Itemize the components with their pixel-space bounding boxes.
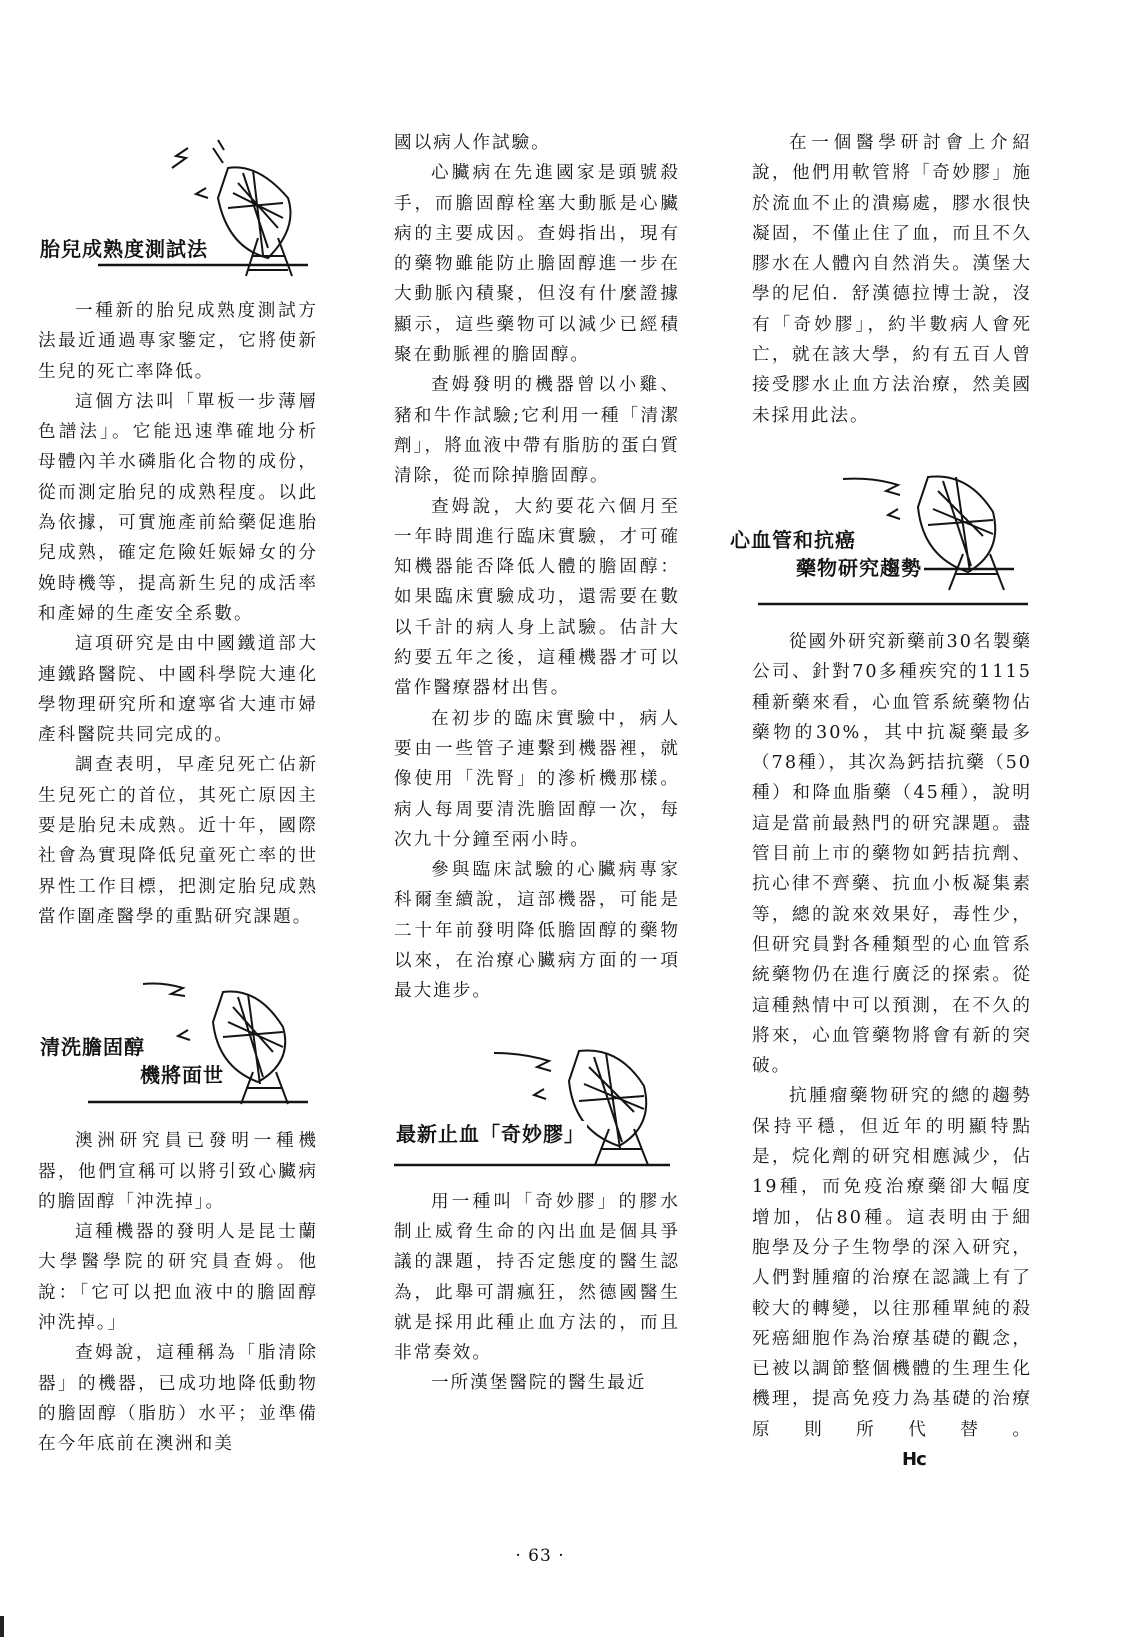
paragraph: 查姆說，大約要花六個月至一年時間進行臨床實驗，才可確知機器能否降低人體的膽固醇：如果臨床實驗成功，還需要在數以千計的病人身上試驗。估計大約要五年之後，這種機器才可以當作醫療器材出售。 (394, 496, 680, 699)
paragraph: 查姆說，這種稱為「脂清除器」的機器，已成功地降低動物的膽固醇（脂肪）水平；並準備在今年底前在澳洲和美 (38, 1343, 318, 1455)
paragraph: 心臟病在先進國家是頭號殺手，而膽固醇栓塞大動脈是心臟病的主要成因。查姆指出，現有的藥物雖能防止膽固醇進一步在大動脈內積聚，但沒有什麼證據顯示，這些藥物可以減少已經積聚在動脈裡的膽固醇。 (394, 163, 680, 366)
paragraph: 參與臨床試驗的心臟病專家科爾奎續說，這部機器，可能是二十年前發明降低膽固醇的藥物以來，在治療心臟病方面的一項最大進步。 (394, 860, 680, 1002)
paragraph: 這項研究是由中國鐵道部大連鐵路醫院、中國科學院大連化學物理研究所和遼寧省大連市婦產科醫院共同完成的。 (38, 634, 318, 746)
paragraph: 這個方法叫「單板一步薄層色譜法」。它能迅速準確地分析母體內羊水磷脂化合物的成份，從而測定胎兒的成熟程度。以此為依據，可實施產前給藥促進胎兒成熟，確定危險妊娠婦女的分娩時機等，提高新生兒的成活率和產婦的生產安全系數。 (38, 391, 318, 624)
paragraph: 在初步的臨床實驗中，病人要由一些管子連繫到機器裡，就像使用「洗腎」的滲析機那樣。病人每周要清洗膽固醇一次，每次九十分鐘至兩小時。 (394, 708, 680, 850)
paragraph: 這種機器的發明人是昆士蘭大學醫學院的研究員查姆。他說：「它可以把血液中的膽固醇沖洗掉。」 (38, 1222, 318, 1334)
section-title-line1: 清洗膽固醇 (40, 1035, 145, 1060)
section-heading-cholesterol-machine (38, 962, 318, 1108)
paragraph (752, 1081, 1032, 1475)
section-title-fetal-maturity: 胎兒成熟度測試法 (40, 237, 208, 261)
paragraph: 一所漢堡醫院的醫生最近 (430, 1373, 647, 1394)
paragraph: 查姆發明的機器曾以小雞、豬和牛作試驗;它利用一種「清潔劑」，將血液中帶有脂肪的蛋白質清除，從而除掉膽固醇。 (394, 375, 680, 487)
paragraph: 用一種叫「奇妙膠」的膠水制止威脅生命的內出血是個具爭議的課題，持否定態度的醫生認為，此舉可謂瘋狂，然德國醫生就是採用此種止血方法的，而且非常奏效。 (394, 1191, 680, 1364)
section-title-line2: 藥物研究趨勢 (796, 555, 922, 580)
paragraph: 調查表明，早產兒死亡佔新生兒死亡的首位，其死亡原因主要是胎兒未成熟。近十年，國際社會為實現降低兒童死亡率的世界性工作目標，把測定胎兒成熟當作圍產醫學的重點研究課題。 (38, 755, 318, 927)
scan-edge-mark (0, 1616, 4, 1637)
paragraph-text: 抗腫瘤藥物研究的總的趨勢保持平穩，但近年的明顯特點是，烷化劑的研究相應減少，佔19種，而免疫治療藥卻大幅度增加，佔80種。這表明由于細胞學及分子生物學的深入研究，人們對腫瘤的治療在認識上有了較大的轉變，以往那種單純的殺死癌細胞作為治療基礎的觀念，已被以調節整個機體的生理生化機理，提高免疫力為基礎的治療原則所代替。 (752, 1086, 1032, 1440)
section-heading-cardio-cancer (728, 459, 1032, 609)
section-title-line2: 機將面世 (140, 1063, 224, 1088)
section-heading-fetal-maturity (38, 128, 318, 278)
section-title-wonder-glue: 最新止血「奇妙膠」 (396, 1121, 585, 1146)
paragraph-continuation: 國以病人作試驗。 (394, 133, 551, 153)
paragraph: 從國外研究新藥前30名製藥公司、針對70多種疾究的1115種新藥來看，心血管系統藥物佔藥物的30%，其中抗凝藥最多（78種），其次為鈣拮抗藥（50種）和降血脂藥（45種），說明這是當前最熱門的研究課題。盡管目前上市的藥物如鈣拮抗劑、抗心律不齊藥、抗血小板凝集素等，總的說來效果好，毒性少，但研究員對各種類型的心血管系統藥物仍在進行廣泛的探索。從這種熱情中可以預測，在不久的將來，心血管藥物將會有新的突破。 (752, 631, 1032, 1077)
column-3 (730, 128, 1032, 1475)
paragraph-continuation: 在一個醫學研討會上介紹說，他們用軟管將「奇妙膠」施於流血不止的潰瘍處，膠水很快凝固，不僅止住了血，而且不久膠水在人體內自然消失。漢堡大學的尼伯．舒漢德拉博士說，沒有「奇妙膠」，約半數病人會死亡，就在該大學，約有五百人曾接受膠水止血方法治療，然美國未採用此法。 (752, 133, 1032, 426)
paragraph: 澳洲研究員已發明一種機器，他們宣稱可以將引致心臟病的膽固醇「沖洗掉」。 (38, 1131, 318, 1212)
paragraph: 一種新的胎兒成熟度測試方法最近通過專家鑒定，它將使新生兒的死亡率降低。 (38, 301, 318, 382)
page-number: · 63 · (515, 1546, 565, 1566)
section-title-line1: 心血管和抗癌 (730, 527, 856, 552)
column-1 (38, 128, 318, 1460)
section-heading-wonder-glue (394, 1029, 680, 1169)
column-2 (394, 128, 680, 1399)
radar-dish-icon (394, 1029, 680, 1169)
end-mark: Hc (902, 1448, 926, 1470)
